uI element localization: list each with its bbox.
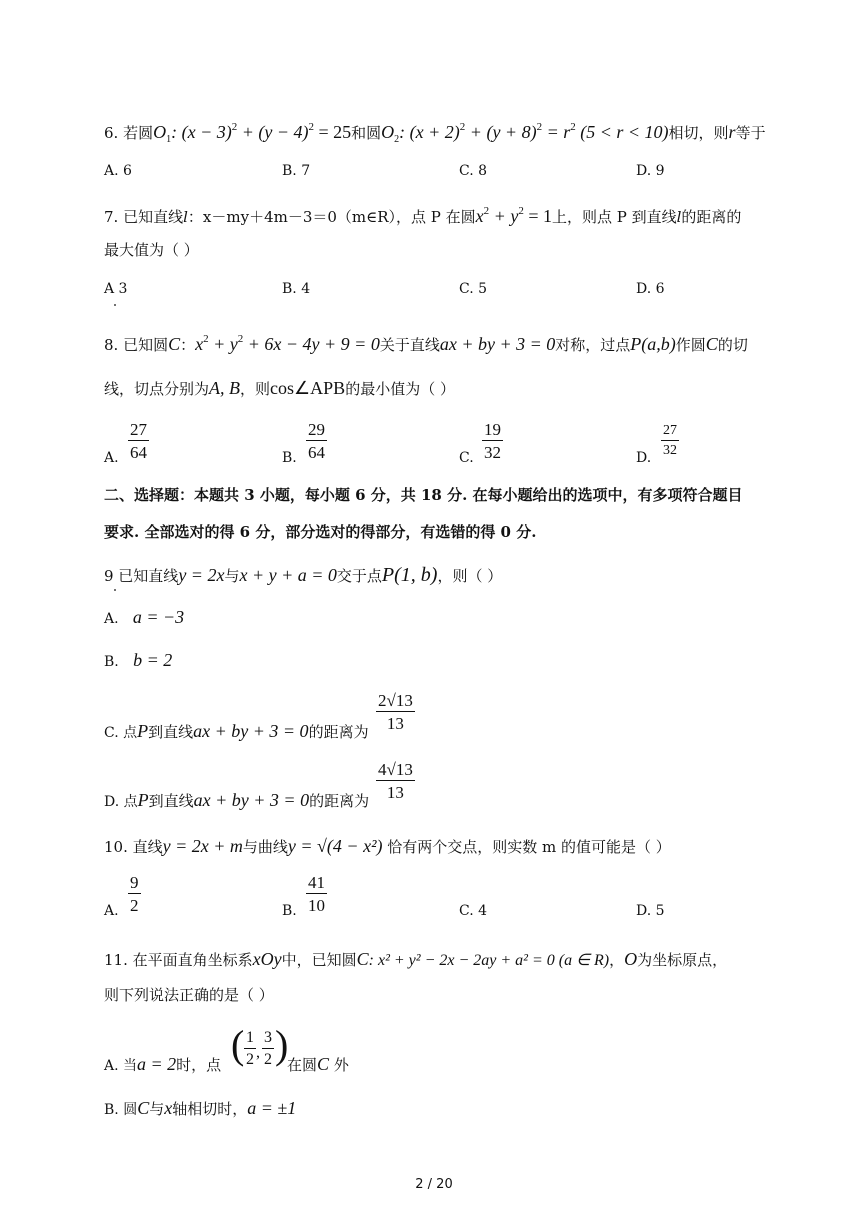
q8-option-d-label: D. [636,450,652,466]
q8-c2: C [705,334,718,354]
q11-b-mid: 与 [149,1100,165,1118]
q9-d-mid: 到直线 [148,792,194,810]
q8-option-d-frac [661,424,679,458]
page-number: 2 / 20 [415,1177,453,1192]
q7-lead: 7. 已知直线 [104,208,184,226]
q8-sq2: 2 [237,333,244,345]
q8-c: C [168,334,181,354]
q10-a-num: 9 [130,873,139,892]
q8-line2b: ，则 [240,380,271,398]
q10-b-den: 10 [308,896,325,915]
q7-line-eq: ：x－my＋4m－3＝0（m∈R），点 P 在圆 [187,208,476,226]
q8-colon: ： [180,336,196,354]
q7-option-b: B. 4 [282,281,311,297]
q9-d-num: 4√13 [378,760,413,779]
q6-r: r [728,122,736,142]
q6-option-c: C. 8 [459,163,488,179]
q9-c-num: 2√13 [378,691,413,710]
q6-o2: O [381,122,395,142]
q7-option-c: C. 5 [459,281,488,297]
q6-sq5: 2 [570,121,576,133]
q11-option-b [104,1099,296,1117]
q11-a-tail2: 外 [333,1056,349,1074]
q6-stem [104,122,766,145]
q8-line: ax + by + 3 = 0 [439,334,556,354]
q6-lead: 6. 若圆 [104,124,154,142]
q7-sq1: 2 [483,205,490,217]
q8-eqc: + 6x − 4y + 9 = 0 [243,334,380,354]
q7-circ2: + y [489,206,519,226]
q6-sq4: 2 [536,121,543,133]
q11-stem-line1 [104,950,727,969]
q6-eq2d: (5 < r < 10) [575,122,669,142]
q8-b-num: 29 [308,420,325,439]
stray-dot [114,304,116,306]
q8-mid: 关于直线 [379,336,440,354]
q8-option-b-label: B. [282,450,297,466]
q10-option-a-label: A. [104,903,119,919]
q8-eq: x [195,334,204,354]
q9-a-label: A. [104,611,119,627]
q7-l2: l [676,208,682,226]
q11-tail: 为坐标原点， [637,951,728,969]
q8-option-b-frac [306,421,327,461]
q10-option-d: D. 5 [636,903,665,919]
q8-stem-line2 [104,379,455,397]
q11-xoy: xOy [252,949,282,969]
q8-sq1: 2 [203,333,209,345]
q10-curve: y = √(4 − x²) [287,836,383,856]
q9-d-den: 13 [386,783,404,802]
q9-line1: y = 2x [178,565,225,585]
q6-eq1c: = 25 [314,122,352,142]
q9-d-tail: 的距离为 [309,792,370,810]
q9-b-label: B. [104,654,119,670]
q9-c-line: ax + by + 3 = 0 [193,721,309,741]
q11-a-frac2 [262,1030,274,1068]
q8-ab: A, B [209,378,241,398]
q6-eq1b: + (y − 4) [237,122,309,142]
q11-c: C [356,949,369,969]
q11-option-a [104,1055,221,1073]
q6-mid: 和圆 [351,124,382,142]
q10-lead: 10. 直线 [104,838,163,856]
q11-b-mid2: 轴相切时， [172,1100,248,1118]
q9-c-frac [376,692,415,732]
q10-option-c: C. 4 [459,903,488,919]
q6-o1-sub: 1 [166,134,172,145]
section2-heading-line2: 要求. 全部选对的得 6 分，部分选对的得部分，有选错的得 0 分. [104,523,537,541]
q6-eq2b: + (y + 8) [465,122,537,142]
q8-b-den: 64 [308,443,325,462]
q8-tail: 的切 [717,336,748,354]
q9-lead: 9 已知直线 [104,567,179,585]
q11-lead: 11. 在平面直角坐标系 [104,951,253,969]
q9-line2: x + y + a = 0 [239,565,337,585]
q7-option-a: A 3 [104,281,128,297]
q6-option-d: D. 9 [636,163,665,179]
q11-a-comma: , [256,1044,260,1061]
q10-line: y = 2x + m [162,836,243,856]
q8-lead: 8. 已知圆 [104,336,169,354]
q8-c-num: 19 [484,420,501,439]
q9-c-p: P [137,721,149,741]
q6-option-a: A. 6 [104,163,132,179]
q11-a-n2: 3 [262,1030,274,1049]
section2-heading-line1: 二、选择题：本题共 3 小题，每小题 6 分，共 18 分. 在每小题给出的选项中，有多项符合题目 [104,486,743,504]
q8-a-num: 27 [130,420,147,439]
q6-eq2c: = r [542,122,571,142]
q9-c-den: 13 [386,714,404,733]
q11-a-d2: 2 [264,1051,272,1068]
q7-circ3: = 1 [523,206,552,226]
q10-option-b-frac [306,874,327,914]
q11-b-c: C [137,1098,150,1118]
q7-sq2: 2 [518,205,524,217]
q11-a-tail: 在圆 [287,1056,318,1074]
q9-d-line: ax + by + 3 = 0 [193,790,310,810]
q9-tail: ，则（ ） [437,567,503,585]
q7-line1d: 的距离的 [681,208,742,226]
q9-c-tail: 的距离为 [308,723,369,741]
q10-option-a-frac [128,874,141,914]
q6-option-b: B. 7 [282,163,311,179]
q8-line2c: 的最小值为（ ） [345,380,455,398]
q6-sq2: 2 [308,121,314,133]
q11-eq: : x² + y² − 2x − 2ay + a² = 0 (a ∈ R) [368,952,610,969]
q11-a-d1: 2 [246,1051,254,1068]
stray-dot [114,589,116,591]
q11-b-label: B. 圆 [104,1102,138,1118]
q6-sq3: 2 [459,121,466,133]
q9-a-eq: a = −3 [132,607,185,627]
q7-line1c: 上，则点 P 到直线 [551,208,677,226]
q9-mid2: 交于点 [336,567,382,585]
q11-a-lparen: ( [231,1022,245,1067]
q8-option-c-frac [482,421,503,461]
q9-option-b [104,651,172,669]
q8-line2a: 线，切点分别为 [104,380,210,398]
q11-a-label: A. 当 [104,1058,138,1074]
q11-b-eq: a = ±1 [247,1098,297,1118]
q9-d-p: P [137,790,149,810]
q8-mid3: 作圆 [675,336,706,354]
q11-a-n1: 1 [244,1030,256,1049]
q7-stem-line1 [104,206,741,225]
q10-option-b-label: B. [282,903,297,919]
q7-stem-line2: 最大值为（ ） [104,241,199,259]
q6-o1: O [153,122,167,142]
q8-d-den: 32 [663,443,677,458]
q6-tail: 相切，则 [668,124,729,142]
q9-option-c [104,722,369,740]
q11-a-c: C [317,1054,330,1074]
q9-mid: 与 [224,567,240,585]
q8-option-c-label: C. [459,450,474,466]
q11-a-rparen: ) [275,1022,289,1067]
q9-option-a [104,608,184,626]
q8-stem-line1 [104,334,748,353]
q11-option-a-tail [287,1055,349,1073]
q11-a-eq: a = 2 [137,1054,177,1074]
q7-option-d: D. 6 [636,281,665,297]
q9-c-label: C. 点 [104,725,138,741]
q8-mid2: 对称，过点 [555,336,631,354]
q6-sq1: 2 [231,121,238,133]
q11-b-x: x [164,1098,173,1118]
q9-stem [104,565,502,585]
q8-point-p: P(a,b) [630,334,676,354]
q9-option-d [104,791,369,809]
q11-a-frac1 [244,1030,256,1068]
q9-c-mid: 到直线 [148,723,194,741]
q11-mid2: ， [609,951,625,969]
q6-tail2: 等于 [735,124,766,142]
q8-eqb: + y [208,334,238,354]
q10-mid: 与曲线 [242,838,288,856]
q6-eq2: : (x + 2) [399,122,460,142]
q7-circ: x [475,206,484,226]
q9-d-frac [376,761,415,801]
q8-a-den: 64 [130,443,147,462]
q11-stem-line2: 则下列说法正确的是（ ） [104,986,274,1004]
q8-cos: cos∠APB [270,378,346,398]
q10-b-num: 41 [308,873,325,892]
q10-tail: 恰有两个交点，则实数 m 的值可能是（ ） [387,838,671,856]
q9-b-eq: b = 2 [133,650,173,670]
q6-o2-sub: 2 [394,134,400,145]
q11-o: O [624,949,638,969]
q10-stem [104,837,671,855]
q8-option-a-frac [128,421,149,461]
q10-a-den: 2 [130,896,139,915]
q11-a-mid: 时，点 [176,1056,222,1074]
q8-c-den: 32 [484,443,501,462]
q9-point-p: P(1, b) [381,564,438,586]
q8-option-a-label: A. [104,450,119,466]
q6-eq1: : (x − 3) [171,122,232,142]
q9-d-label: D. 点 [104,794,138,810]
q7-l: l [183,208,188,226]
q11-mid: 中，已知圆 [281,951,357,969]
q8-d-num: 27 [661,424,679,441]
